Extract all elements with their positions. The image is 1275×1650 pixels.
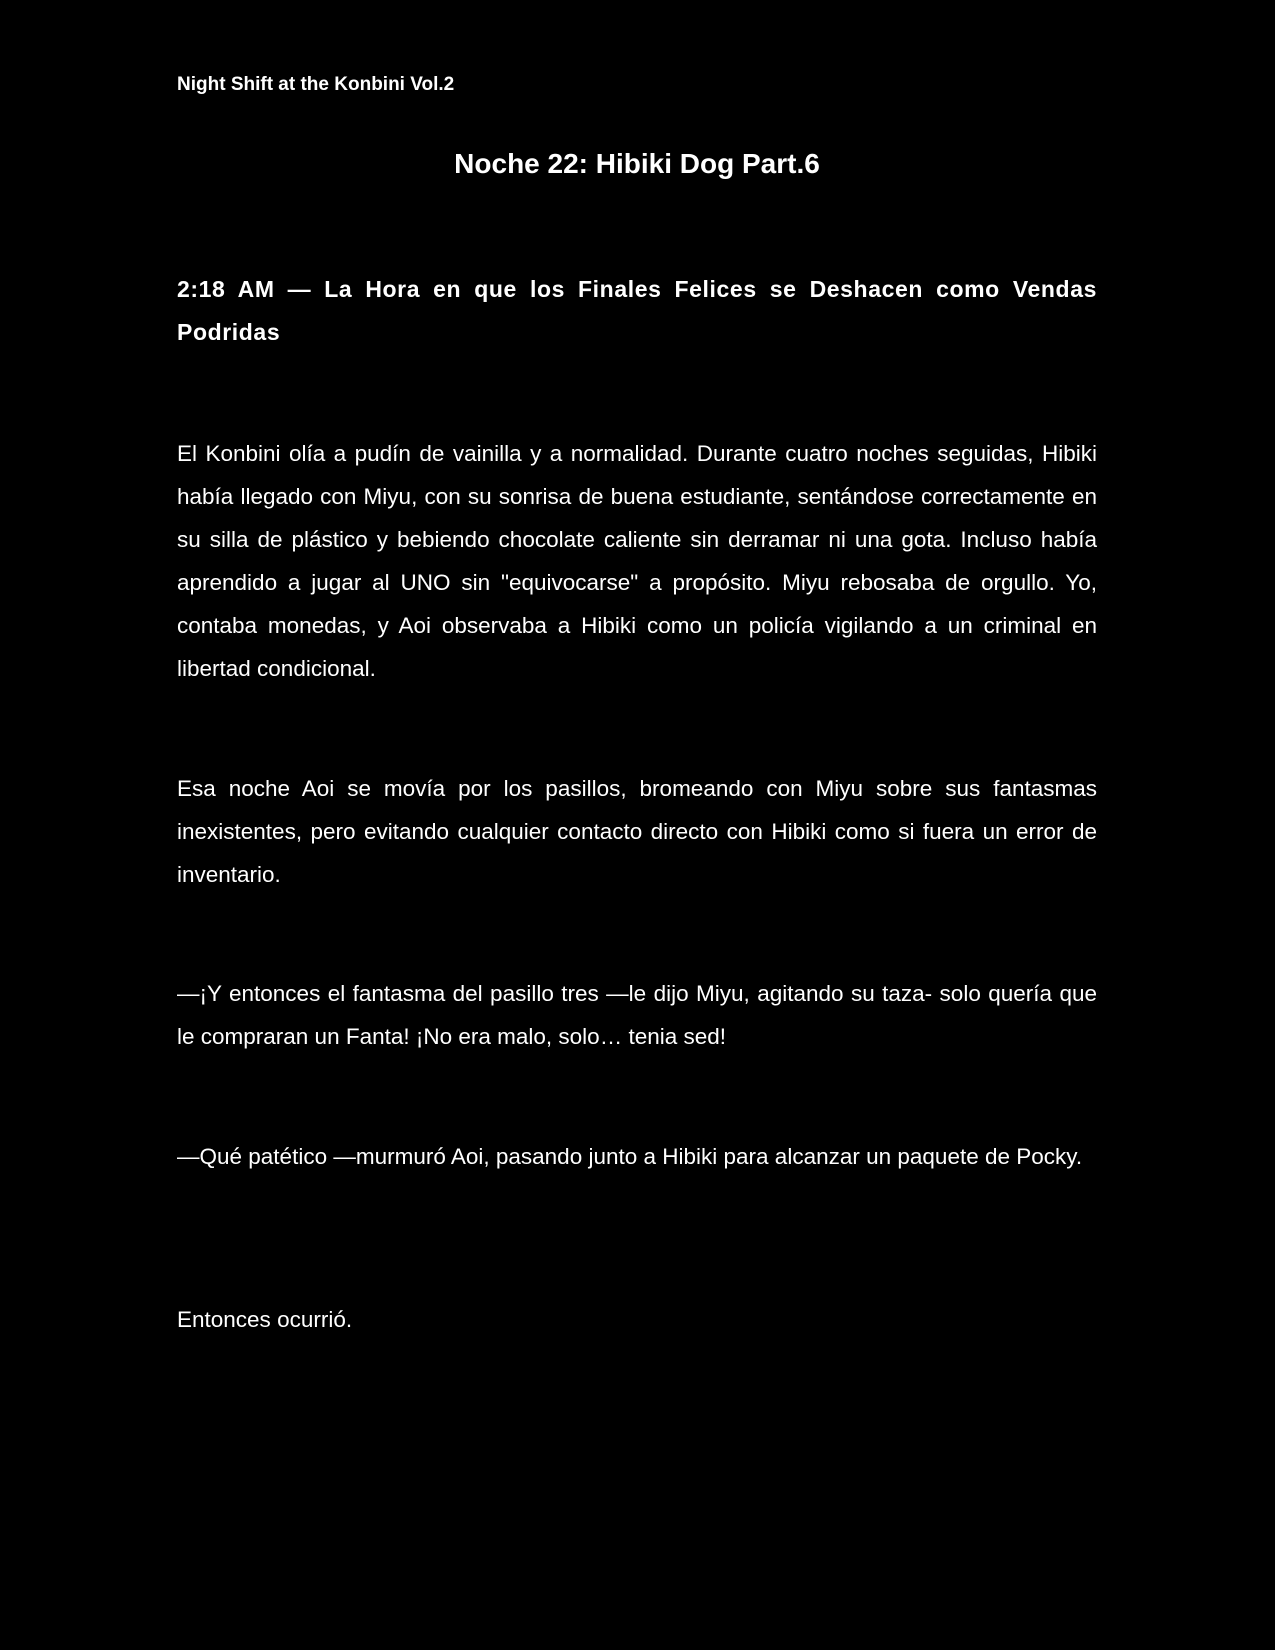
running-header: Night Shift at the Konbini Vol.2 xyxy=(177,74,455,95)
dialogue-paragraph: —¡Y entonces el fantasma del pasillo tres —le dijo Miyu, agitando su taza- solo quería que le compraran un Fanta! ¡No era malo, solo… tenia sed! xyxy=(177,981,1097,1049)
body-paragraph: Esa noche Aoi se movía por los pasillos, bromeando con Miyu sobre sus fantasmas inexistentes, pero evitando cualquier contacto directo con Hibiki como si fuera un error de inventario. xyxy=(177,776,1097,887)
section-heading: 2:18 AM — La Hora en que los Finales Felices se Deshacen como Vendas Podridas xyxy=(177,276,1097,345)
chapter-title: Noche 22: Hibiki Dog Part.6 xyxy=(454,148,820,179)
dialogue-paragraph: —Qué patético —murmuró Aoi, pasando junto a Hibiki para alcanzar un paquete de Pocky. xyxy=(177,1144,1083,1169)
body-paragraph: El Konbini olía a pudín de vainilla y a normalidad. Durante cuatro noches seguidas, Hibiki había llegado con Miyu, con su sonrisa de buena estudiante, sentándose correctamente en su silla de plástico y bebiendo chocolate caliente sin derramar ni una gota. Incluso había aprendido a jugar al UNO sin "equivocarse" a propósito. Miyu rebosaba de orgullo. Yo, contaba monedas, y Aoi observaba a Hibiki como un policía vigilando a un criminal en libertad condicional. xyxy=(177,441,1097,681)
body-paragraph: Entonces ocurrió. xyxy=(177,1307,353,1332)
